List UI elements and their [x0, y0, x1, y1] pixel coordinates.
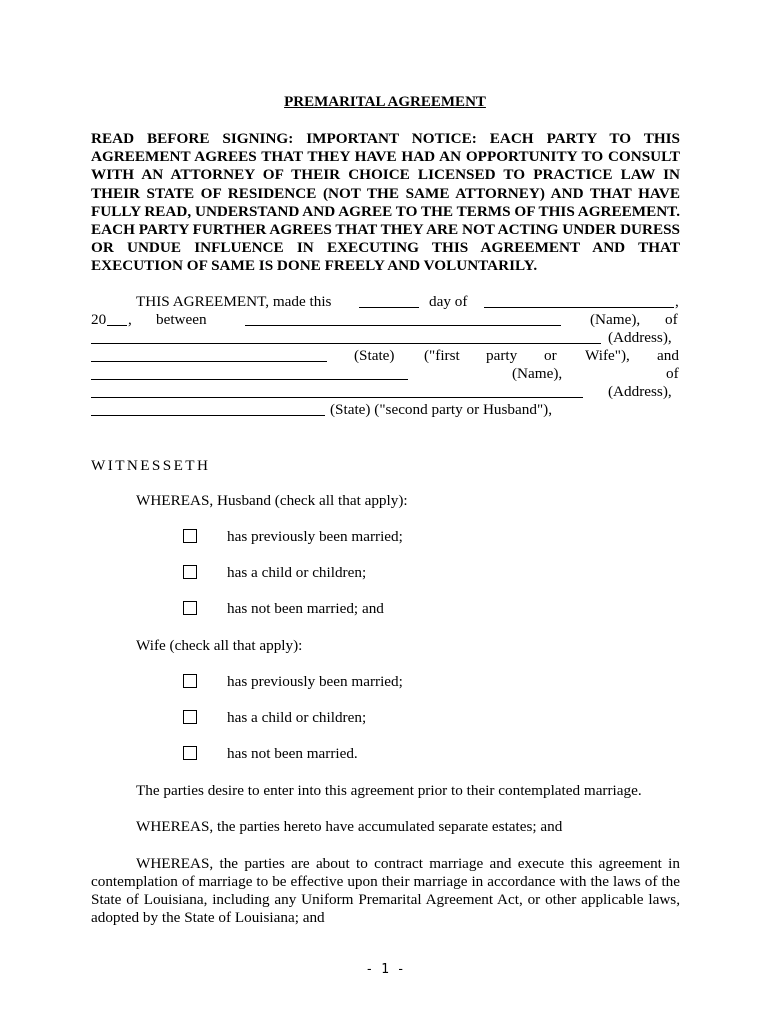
second-party-text: (State) ("second party or Husband"), [330, 401, 553, 418]
wife-previously-married-checkbox[interactable] [183, 674, 197, 688]
husband-option-label: has previously been married; [227, 528, 403, 545]
year-suffix: , [128, 311, 132, 328]
paragraph-contract-line-1: WHEREAS, the parties are about to contract marriage and execute this agreement in [136, 855, 680, 872]
name-label-2: (Name), [512, 365, 563, 382]
page-number: - 1 - [365, 962, 405, 977]
preamble-line-2 [91, 311, 680, 329]
year-prefix: 20 [91, 311, 107, 328]
and-text: and [657, 347, 679, 364]
husband-child-checkbox[interactable] [183, 565, 197, 579]
first-party-state-blank[interactable] [91, 361, 327, 362]
name-label: (Name), [590, 311, 641, 328]
husband-option-label: has not been married; and [227, 600, 384, 617]
second-party-name-blank[interactable] [91, 379, 408, 380]
wife-option-label: has not been married. [227, 745, 358, 762]
month-blank[interactable] [484, 307, 674, 308]
address-label-2: (Address), [608, 383, 672, 400]
preamble-line-4 [91, 347, 680, 365]
important-notice: READ BEFORE SIGNING: IMPORTANT NOTICE: EACH PARTY TO THIS AGREEMENT AGREES THAT THEY HAVE HAD AN OPPORTUNITY TO CONSULT WITH AN ATTORNEY OF THEIR CHOICE LICENSED TO PRACTICE LAW IN THEIR STATE OF RESIDENCE (NOT THE SAME ATTORNEY) AND THAT HAVE FULLY READ, UNDERSTAND AND AGREE TO THE TERMS OF THIS AGREEMENT. EACH PARTY FURTHER AGREES THAT THEY ARE NOT ACTING UNDER DURESS OR UNDUE INFLUENCE IN EXECUTING THIS AGREEMENT AND THAT EXECUTION OF SAME IS DONE FREELY AND VOLUNTARILY. [91, 130, 680, 275]
this-agreement-text: THIS AGREEMENT, made this [136, 293, 332, 310]
wife-option-label: has a child or children; [227, 709, 367, 726]
husband-option-label: has a child or children; [227, 564, 367, 581]
second-party-address-blank[interactable] [91, 397, 583, 398]
paragraph-desire: The parties desire to enter into this agreement prior to their contemplated marriage. [136, 782, 642, 799]
state-label: (State) [354, 347, 395, 364]
first-party-text: ("first [424, 347, 460, 364]
party-text: party [486, 347, 518, 364]
of-text-2: of [666, 365, 679, 382]
paragraph-separate-estates: WHEREAS, the parties hereto have accumulated separate estates; and [136, 818, 563, 835]
paragraph-contract-line-3: State of Louisiana, including any Uniform Premarital Agreement Act, or other applicable laws, [91, 891, 680, 908]
wife-child-checkbox[interactable] [183, 710, 197, 724]
wife-text: Wife"), [585, 347, 630, 364]
between-text: between [156, 311, 207, 328]
or-text: or [544, 347, 557, 364]
husband-heading: WHEREAS, Husband (check all that apply): [136, 492, 408, 509]
preamble-line-7 [91, 401, 680, 419]
address-label: (Address), [608, 329, 672, 346]
husband-not-married-checkbox[interactable] [183, 601, 197, 615]
comma: , [675, 293, 679, 310]
second-party-state-blank[interactable] [91, 415, 325, 416]
husband-previously-married-checkbox[interactable] [183, 529, 197, 543]
wife-not-married-checkbox[interactable] [183, 746, 197, 760]
preamble-line-1 [91, 293, 680, 311]
first-party-name-blank[interactable] [245, 325, 561, 326]
day-blank[interactable] [359, 307, 419, 308]
preamble-line-3 [91, 329, 680, 347]
of-text: of [665, 311, 678, 328]
preamble-line-5 [91, 365, 680, 383]
witnesseth-heading: WITNESSETH [91, 457, 211, 474]
year-blank[interactable] [107, 325, 127, 326]
preamble-line-6 [91, 383, 680, 401]
wife-option-label: has previously been married; [227, 673, 403, 690]
wife-heading: Wife (check all that apply): [136, 637, 303, 654]
paragraph-contract-line-2: contemplation of marriage to be effective upon their marriage in accordance with the laws of the [91, 873, 680, 890]
paragraph-contract-line-4: adopted by the State of Louisiana; and [91, 909, 325, 926]
first-party-address-blank[interactable] [91, 343, 601, 344]
day-of-text: day of [429, 293, 468, 310]
page-title: PREMARITAL AGREEMENT [284, 94, 486, 110]
